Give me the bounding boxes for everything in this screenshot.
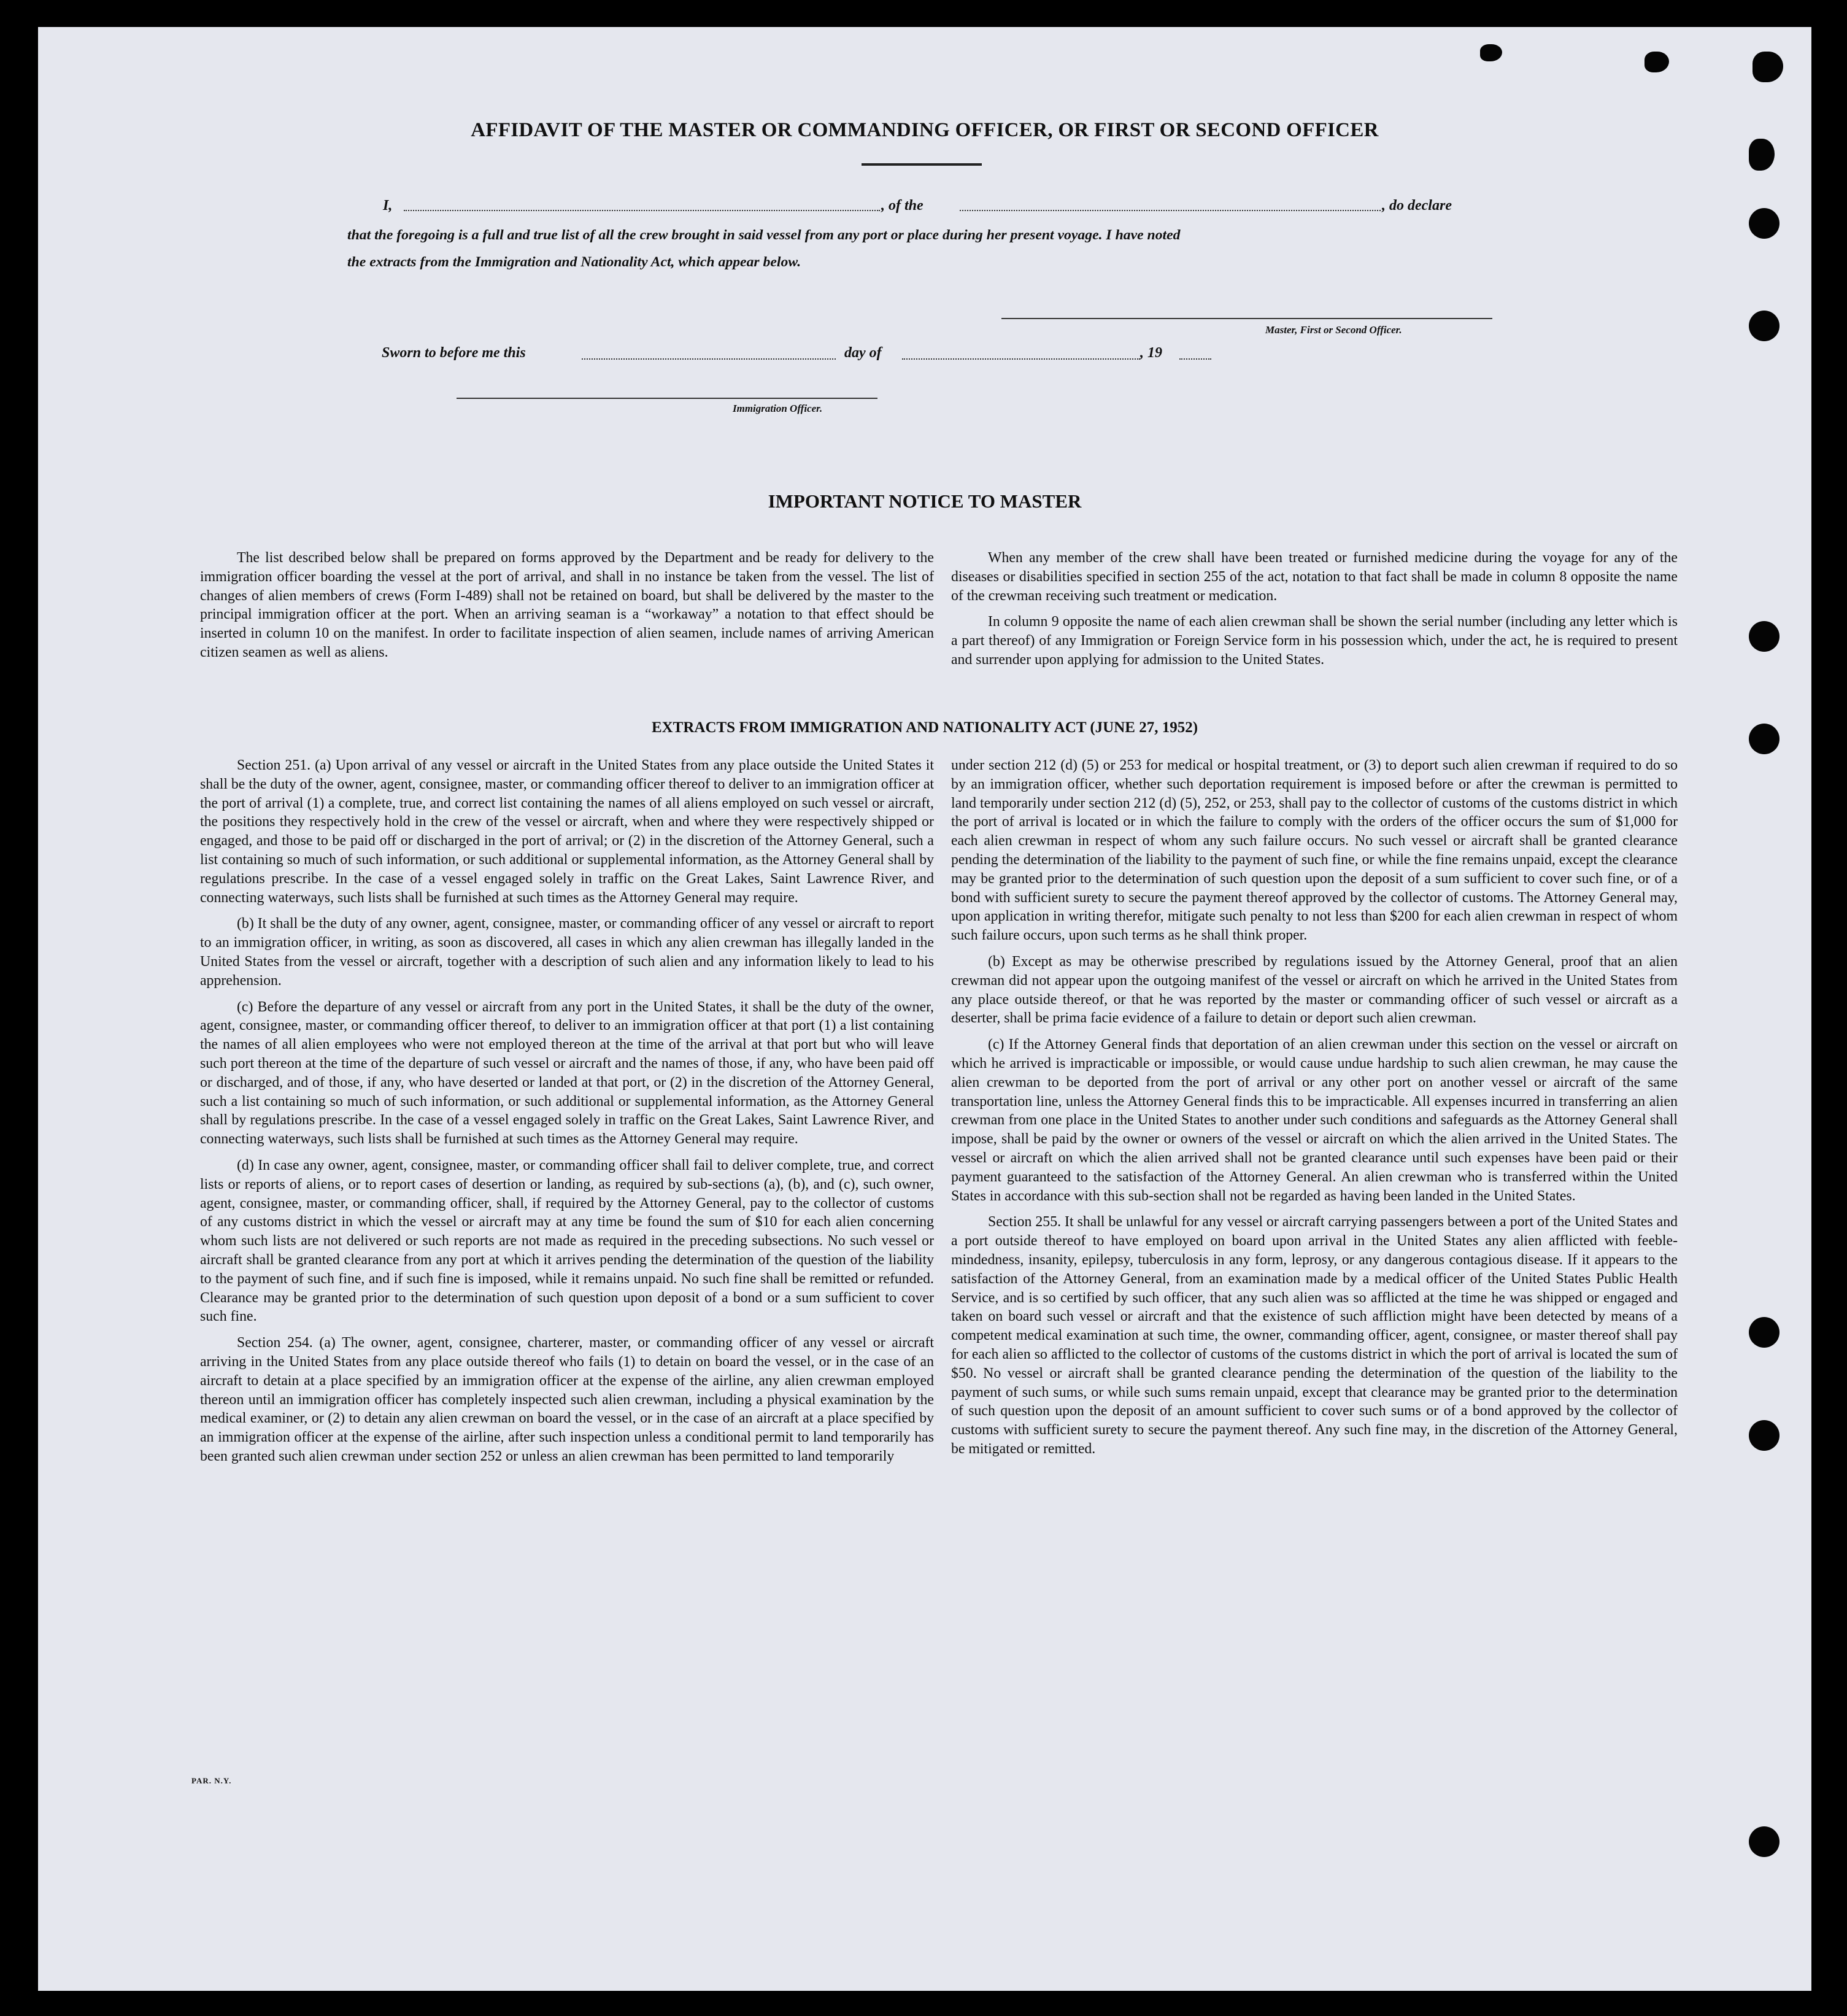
- year-blank-line[interactable]: [1179, 358, 1211, 360]
- day-of-label: day of: [844, 345, 882, 361]
- extract-paragraph: Section 255. It shall be unlawful for any vessel or aircraft carrying passengers between a port of the United States and a port outside thereof to have employed on board upon arrival in the United States any alien afflicted with feeble-mindedness, insanity, epilepsy, tuberculosis in any form, leprosy, or any dangerous contagious disease. If it appears to the satisfaction of the Attorney General, from an examination made by a medical officer of the United States Public Health Service, and is so certified by such officer, that any such alien was so afflicted at the time he was shipped or engaged and taken on board such vessel or aircraft and that the existence of such affliction might have been detected by means of a competent medical examination at such time, the owner, commanding officer, agent, consignee, or master thereof shall pay for each alien so afflicted to the collector of customs of the customs district in which the port of arrival is located the sum of $50. No vessel or aircraft shall be granted clearance pending the determination of the question of the liability to the payment of such sums, or while such sums remain unpaid, except that clearance may be granted prior to the determination of such question upon the deposit of an amount sufficient to cover such sums or of a bond approved by the collector of customs with sufficient surety to secure the payment thereof. Any such fine may, in the discretion of the Attorney General, be mitigated or remitted.: [951, 1214, 1678, 1457]
- vessel-blank-line[interactable]: [960, 210, 1381, 211]
- extract-paragraph: (c) Before the departure of any vessel or aircraft from any port in the United States, it shall be the duty of the owner, agent, consignee, master, or commanding officer thereof, to deliver to an immigration officer at that port (1) a list containing the names of all alien employees who were not employed thereon at the time of the arrival at that port but who will leave such port thereon at the time of the departure of such vessel or aircraft and the names of those, if any, who have been paid off or discharged, and of those, if any, who have deserted or landed at that port, or (2) in the discretion of the Attorney General, such a list containing so much of such information, or such additional or supplemental information, as the Attorney General shall by regulations prescribe. In the case of a vessel engaged solely in traffic on the Great Lakes, Saint Lawrence River, and connecting waterways, such lists shall be furnished at such times as the Attorney General may require.: [200, 998, 934, 1148]
- affidavit-line-3: the extracts from the Immigration and Nationality Act, which appear below.: [347, 254, 801, 270]
- extracts-heading: EXTRACTS FROM IMMIGRATION AND NATIONALITY ACT (JUNE 27, 1952): [651, 719, 1198, 736]
- notice-heading: IMPORTANT NOTICE TO MASTER: [768, 490, 1082, 512]
- year-label: , 19: [1140, 345, 1162, 361]
- immigration-officer-caption: Immigration Officer.: [733, 403, 823, 414]
- immigration-officer-signature-line[interactable]: [457, 398, 877, 399]
- document-title: AFFIDAVIT OF THE MASTER OR COMMANDING OFFICER, OR FIRST OR SECOND OFFICER: [471, 119, 1379, 141]
- extract-paragraph: Section 251. (a) Upon arrival of any vessel or aircraft in the United States from any place outside the United States it shall be the duty of the owner, agent, consignee, master, or commanding officer thereof to deliver to an immigration officer at the port of arrival (1) a complete, true, and correct list containing the names of all aliens employed on such vessel or aircraft, the positions they respectively hold in the crew of the vessel or aircraft, when and where they were respectively shipped or engaged, and those to be paid off or discharged in the port of arrival; or (2) in the discretion of the Attorney General, such a list containing so much of such information, or such additional or supplemental information, as the Attorney General shall by regulations prescribe. In the case of a vessel engaged solely in traffic on the Great Lakes, Saint Lawrence River, and connecting waterways, such lists shall be furnished at such times as the Attorney General may require.: [200, 757, 934, 906]
- affidavit-do-declare: , do declare: [1382, 198, 1452, 214]
- notice-left-column: [200, 549, 934, 670]
- name-blank-line[interactable]: [404, 210, 880, 211]
- binder-hole: [1749, 1826, 1780, 1857]
- extract-paragraph: Section 254. (a) The owner, agent, consignee, charterer, master, or commanding officer of any vessel or aircraft arriving in the United States from any place outside thereof who fails (1) to detain on board the vessel, or in the case of an aircraft to detain at a place specified by an immigration officer at the expense of the airline, any alien crewman employed thereon until an immigration officer has completely inspected such alien crewman, including a physical examination by the medical examiner, or (2) to detain any alien crewman on board the vessel, or in the case of an aircraft at a place specified by an immigration officer at the expense of the airline, after such inspection unless a conditional permit to land temporarily has been granted such alien crewman under section 252 or unless an alien crewman has been permitted to land temporarily: [200, 1335, 934, 1464]
- extract-paragraph: (d) In case any owner, agent, consignee, master, or commanding officer shall fail to deliver complete, true, and correct lists or reports of aliens, or to report cases of desertion or landing, as required by sub-sections (a), (b), and (c), such owner, agent, consignee, master, or commanding officer, shall, if required by the Attorney General, pay to the collector of customs of any customs district in which the vessel or aircraft may at any time be found the sum of $10 for each alien concerning whom such lists are not delivered or such reports are not made as required in the preceding subsections. No such vessel or aircraft shall be granted clearance from any port at which it arrives pending the determination of the question of the liability to the payment of such fine, and if such fine is imposed, while it remains unpaid. No such fine shall be remitted or refunded. Clearance may be granted prior to the determination of such question upon deposit of a bond or a sum sufficient to cover such fine.: [200, 1157, 934, 1325]
- binder-hole: [1749, 1420, 1780, 1451]
- document-page: [38, 27, 1811, 1991]
- punch-hole-fragment: [1749, 139, 1775, 171]
- extract-paragraph: under section 212 (d) (5) or 253 for medical or hospital treatment, or (3) to deport such alien crewman if required to do so by an immigration officer, whether such deportation requirement is imposed before or after the crewman is permitted to land temporarily under section 212 (d) (5), 252, or 253, shall pay to the collector of customs of the customs district in which the port of arrival is located or in which the failure to comply with the orders of the officer occurs the sum of $1,000 for each alien crewman in respect of whom any such failure occurs. No such vessel or aircraft shall be granted clearance pending the determination of the liability to the payment of such fine, or while the fine remains unpaid, except the clearance may be granted prior to the determination of such question upon the deposit of a sum sufficient to cover such fine, or of a bond with sufficient surety to secure the payment thereof approved by the collector of customs. The Attorney General may, upon application in writing therefor, mitigate such penalty to not less than $200 for each alien crewman in respect of whom such failure occurs, upon such terms as he shall think proper.: [951, 757, 1678, 944]
- affidavit-line-2: that the foregoing is a full and true list of all the crew brought in said vessel from any port or place during her present voyage. I have noted: [347, 227, 1181, 243]
- binder-hole: [1749, 1317, 1780, 1348]
- extracts-left-column: [200, 756, 934, 1473]
- notice-paragraph: The list described below shall be prepared on forms approved by the Department and be ready for delivery to the immigration officer boarding the vessel at the port of arrival, and shall in no instance be taken from the vessel. The list of changes of alien members of crews (Form I-489) shall not be retained on board, but shall be delivered by the master to the principal immigration officer at the port. When an arriving seaman is a “workaway” a notation to that effect should be inserted in column 10 on the manifest. In order to facilitate inspection of alien seamen, include names of arriving American citizen seamen as well as aliens.: [200, 550, 934, 660]
- month-blank-line[interactable]: [902, 358, 1140, 360]
- notice-paragraph: When any member of the crew shall have been treated or furnished medicine during the voyage for any of the diseases or disabilities specified in section 255 of the act, notation to that fact shall be made in column 8 opposite the name of the crewman receiving such treatment or medication.: [951, 550, 1678, 604]
- punch-hole-fragment: [1753, 52, 1783, 82]
- sworn-label: Sworn to before me this: [382, 345, 526, 361]
- binder-hole: [1749, 208, 1780, 239]
- binder-hole: [1749, 621, 1780, 652]
- extract-paragraph: (c) If the Attorney General finds that deportation of an alien crewman under this section on the vessel or aircraft on which he arrived is impracticable or impossible, or would cause undue hardship to such alien crewman, he may cause the alien crewman to be deported from the port of arrival or any other port on another vessel or aircraft of the same transportation line, unless the Attorney General finds this to be impracticable. All expenses incurred in transferring an alien crewman from one place in the United States to another under such conditions and safeguards as the Attorney General shall impose, shall be paid by the owner or owners of the vessel or aircraft on which the alien arrived in the United States. The vessel or aircraft on which the alien arrived shall not be granted clearance until such expenses have been paid or their payment guaranteed to the satisfaction of the Attorney General. An alien crewman who is transferred within the United States in accordance with this sub-section shall not be regarded as having been landed in the United States.: [951, 1037, 1678, 1204]
- sworn-day-blank-line[interactable]: [582, 358, 836, 360]
- extract-paragraph: (b) Except as may be otherwise prescribed by regulations issued by the Attorney General, proof that an alien crewman did not appear upon the outgoing manifest of the vessel or aircraft on which he arrived in the United States from any place outside thereof, or that he was reported by the master or commanding officer of such vessel or aircraft as a deserter, shall be prima facie evidence of a failure to detain or deport such alien crewman.: [951, 953, 1678, 1027]
- affidavit-i: I,: [383, 198, 393, 214]
- title-rule: [862, 163, 982, 166]
- notice-paragraph: In column 9 opposite the name of each alien crewman shall be shown the serial number (including any letter which is a part thereof) of any Immigration or Foreign Service form in his possession which, under the act, he is required to present and surrender upon applying for admission to the United States.: [951, 614, 1678, 668]
- extract-paragraph: (b) It shall be the duty of any owner, agent, consignee, master, or commanding officer of any vessel or aircraft to report to an immigration officer, in writing, as soon as discovered, all cases in which any alien crewman has illegally landed in the United States from the vessel or aircraft, together with a description of such alien and any information likely to lead to his apprehension.: [200, 916, 934, 989]
- punch-hole-fragment: [1480, 44, 1502, 61]
- binder-hole: [1749, 311, 1780, 341]
- punch-hole-fragment: [1645, 52, 1669, 72]
- master-signature-caption: Master, First or Second Officer.: [1265, 324, 1402, 336]
- affidavit-of-the: , of the: [881, 198, 923, 214]
- printer-mark: PAR. N.Y.: [191, 1776, 232, 1785]
- extracts-right-column: [951, 756, 1678, 1466]
- notice-right-column: [951, 549, 1678, 677]
- master-signature-line[interactable]: [1001, 318, 1492, 319]
